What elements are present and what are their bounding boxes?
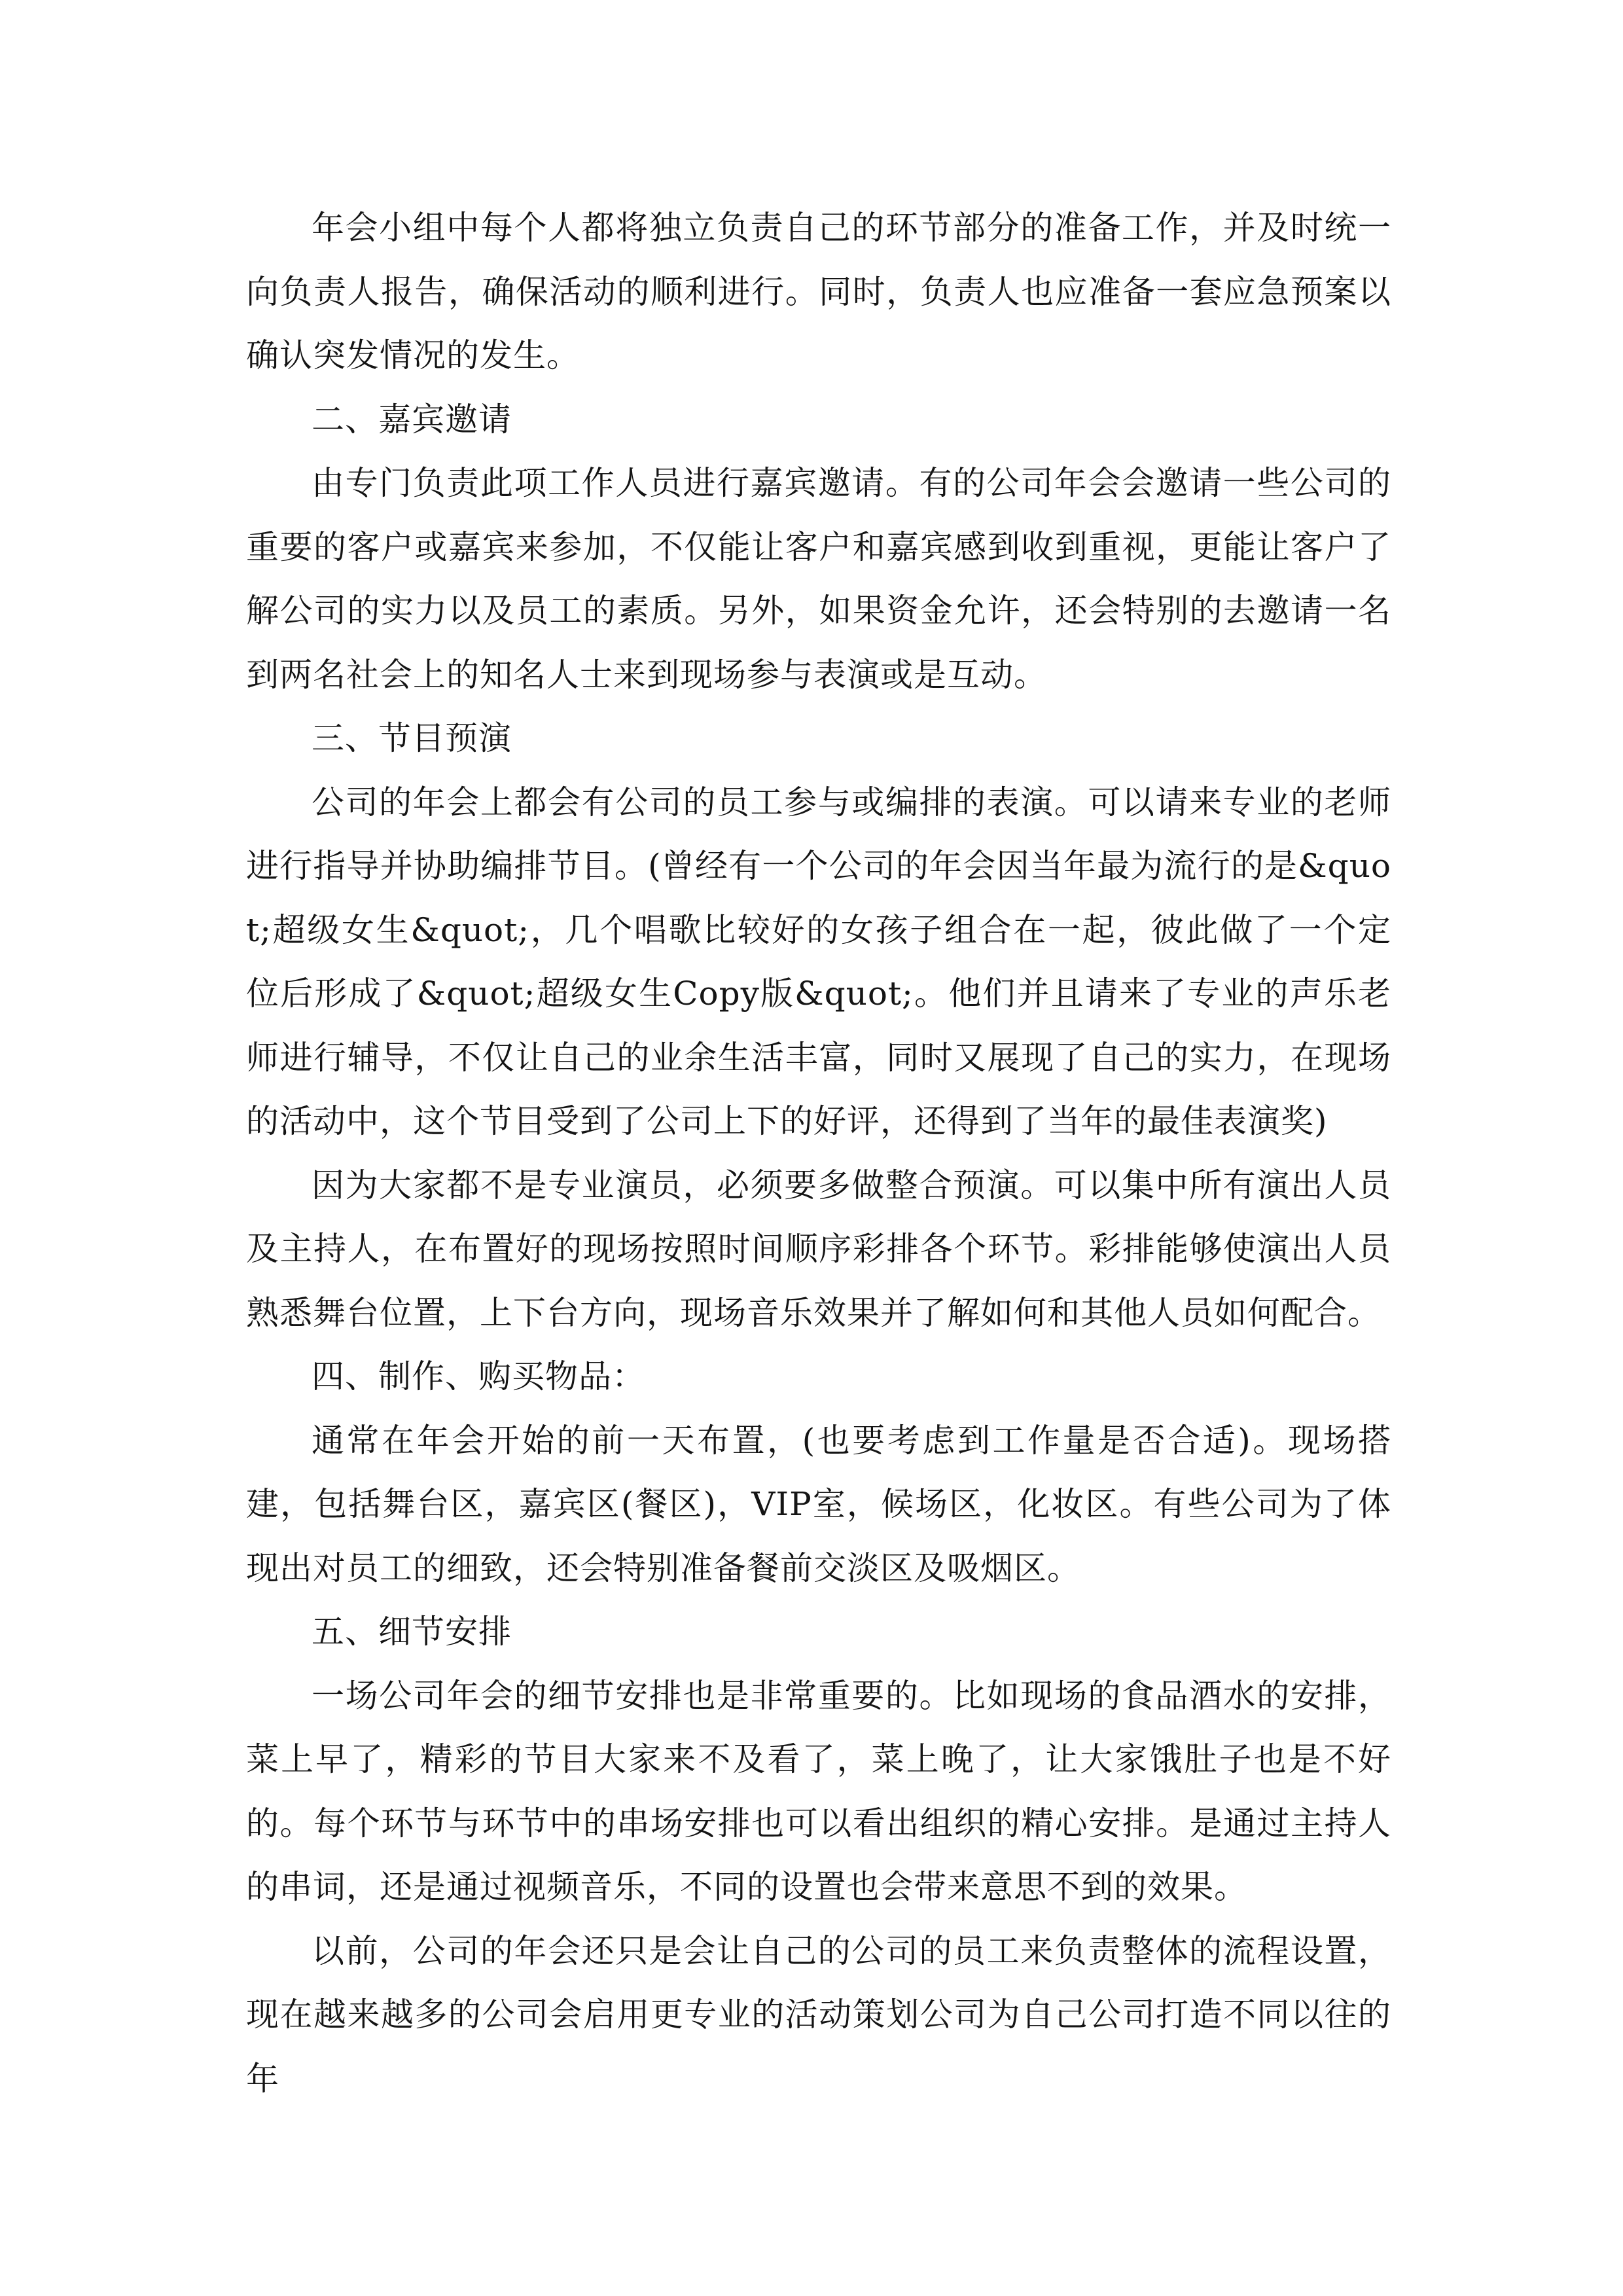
paragraph-rehearsal-details: 因为大家都不是专业演员，必须要多做整合预演。可以集中所有演出人员及主持人，在布置好的现场按照时间顺序彩排各个环节。彩排能够使演出人员熟悉舞台位置，上下台方向，现场音乐效果并了解如何和其他人员如何配合。 xyxy=(246,1166,1391,1332)
section-heading-production-purchase: 四、制作、购买物品： xyxy=(312,1357,645,1395)
paragraph-program-performances: 公司的年会上都会有公司的员工参与或编排的表演。可以请来专业的老师进行指导并协助编排节目。(曾经有一个公司的年会因当年最为流行的是&quot;超级女生&quot;，几个唱歌比较好的女孩子组合在一起，彼此做了一个定位后形成了&quot;超级女生Copy版&quot;。他们并且请来了专业的声乐老师进行辅导，不仅让自己的业余生活丰富，同时又展现了自己的实力，在现场的活动中，这个节目受到了公司上下的好评，还得到了当年的最佳表演奖) xyxy=(246,783,1391,1140)
document-page xyxy=(246,196,1391,2111)
section-heading-program-rehearsal: 三、节目预演 xyxy=(312,719,512,757)
paragraph-team-responsibility: 年会小组中每个人都将独立负责自己的环节部分的准备工作，并及时统一向负责人报告，确保活动的顺利进行。同时，负责人也应准备一套应急预案以确认突发情况的发生。 xyxy=(246,209,1391,374)
section-heading-detail-arrangement: 五、细节安排 xyxy=(312,1613,512,1651)
paragraph-guest-invitation: 由专门负责此项工作人员进行嘉宾邀请。有的公司年会会邀请一些公司的重要的客户或嘉宾来参加，不仅能让客户和嘉宾感到收到重视，更能让客户了解公司的实力以及员工的素质。另外，如果资金允许，还会特别的去邀请一名到两名社会上的知名人士来到现场参与表演或是互动。 xyxy=(246,464,1391,694)
paragraph-venue-setup: 通常在年会开始的前一天布置，(也要考虑到工作量是否合适)。现场搭建，包括舞台区，嘉宾区(餐区)，VIP室，候场区，化妆区。有些公司为了体现出对员工的细致，还会特别准备餐前交淡区及吸烟区。 xyxy=(246,1421,1391,1587)
paragraph-detail-arrangement: 一场公司年会的细节安排也是非常重要的。比如现场的食品酒水的安排，菜上早了，精彩的节目大家来不及看了，菜上晚了，让大家饿肚子也是不好的。每个环节与环节中的串场安排也可以看出组织的精心安排。是通过主持人的串词，还是通过视频音乐，不同的设置也会带来意思不到的效果。 xyxy=(246,1676,1391,1906)
section-heading-guest-invitation: 二、嘉宾邀请 xyxy=(312,400,512,439)
paragraph-event-planning-trend: 以前，公司的年会还只是会让自己的公司的员工来负责整体的流程设置，现在越来越多的公司会启用更专业的活动策划公司为自己公司打造不同以往的年 xyxy=(246,1931,1391,2098)
